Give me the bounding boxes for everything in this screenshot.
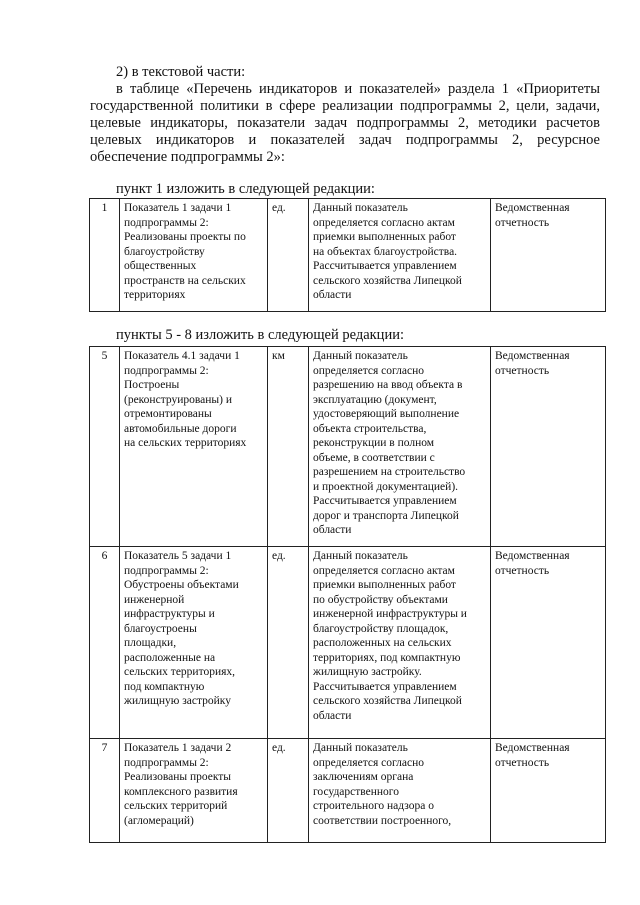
source-cell: Ведомственная отчетность xyxy=(491,739,606,843)
table-row xyxy=(90,547,606,739)
method-cell: Данный показатель определяется согласно заключениям органа государственного строительного надзора о соответствии построенного, xyxy=(309,739,491,843)
row-number: 1 xyxy=(90,199,120,312)
table-row xyxy=(90,347,606,547)
method-cell: Данный показатель определяется согласно актам приемки выполненных работ по обустройству объектами инженерной инфраструктуры и благоустройству площадок, расположенных на сельских территориях, под компактную жилищную застройку. Рассчитывается управлением сельского хозяйства Липецкой области xyxy=(309,547,491,739)
table-row xyxy=(90,739,606,843)
source-cell: Ведомственная отчетность xyxy=(491,347,606,547)
intro-line: 2) в текстовой части: xyxy=(116,64,246,80)
row-number: 6 xyxy=(90,547,120,739)
intro-paragraph: в таблице «Перечень индикаторов и показателей» раздела 1 «Приоритеты государственной политики в сфере реализации подпрограммы 2, цели, задачи, целевые индикаторы, показатели задач подпрограммы 2, методики расчетов целевых индикаторов и показателей задач подпрограммы 2, ресурсное обеспечение подпрограммы 2»: xyxy=(90,81,600,165)
lead-text-2: пункты 5 - 8 изложить в следующей редакции: xyxy=(116,327,404,343)
unit-cell: ед. xyxy=(268,199,309,312)
unit-cell: ед. xyxy=(268,547,309,739)
indicator-name: Показатель 5 задачи 1 подпрограммы 2: Обустроены объектами инженерной инфраструктуры и благоустроены площадки, расположенные на сельских территориях, под компактную жилищную застройку xyxy=(120,547,268,739)
method-cell: Данный показатель определяется согласно актам приемки выполненных работ на объектах благоустройства. Рассчитывается управлением сельского хозяйства Липецкой области xyxy=(309,199,491,312)
intro-text xyxy=(90,64,600,166)
unit-cell: км xyxy=(268,347,309,547)
indicator-name: Показатель 1 задачи 1 подпрограммы 2: Реализованы проекты по благоустройству общественных пространств на сельских территориях xyxy=(120,199,268,312)
source-cell: Ведомственная отчетность xyxy=(491,547,606,739)
indicators-table-2 xyxy=(89,346,606,843)
row-number: 7 xyxy=(90,739,120,843)
indicators-table-1 xyxy=(89,198,606,312)
indicator-name: Показатель 4.1 задачи 1 подпрограммы 2: Построены (реконструированы) и отремонтированы автомобильные дороги на сельских территориях xyxy=(120,347,268,547)
row-number: 5 xyxy=(90,347,120,547)
lead-text-1: пункт 1 изложить в следующей редакции: xyxy=(116,181,375,197)
unit-cell: ед. xyxy=(268,739,309,843)
indicator-name: Показатель 1 задачи 2 подпрограммы 2: Реализованы проекты комплексного развития сельских территорий (агломераций) xyxy=(120,739,268,843)
method-cell: Данный показатель определяется согласно разрешению на ввод объекта в эксплуатацию (документ, удостоверяющий выполнение объекта строительства, реконструкции в полном объеме, в соответствии с разрешением на строительство и проектной документацией). Рассчитывается управлением дорог и транспорта Липецкой области xyxy=(309,347,491,547)
table-row xyxy=(90,199,606,312)
source-cell: Ведомственная отчетность xyxy=(491,199,606,312)
